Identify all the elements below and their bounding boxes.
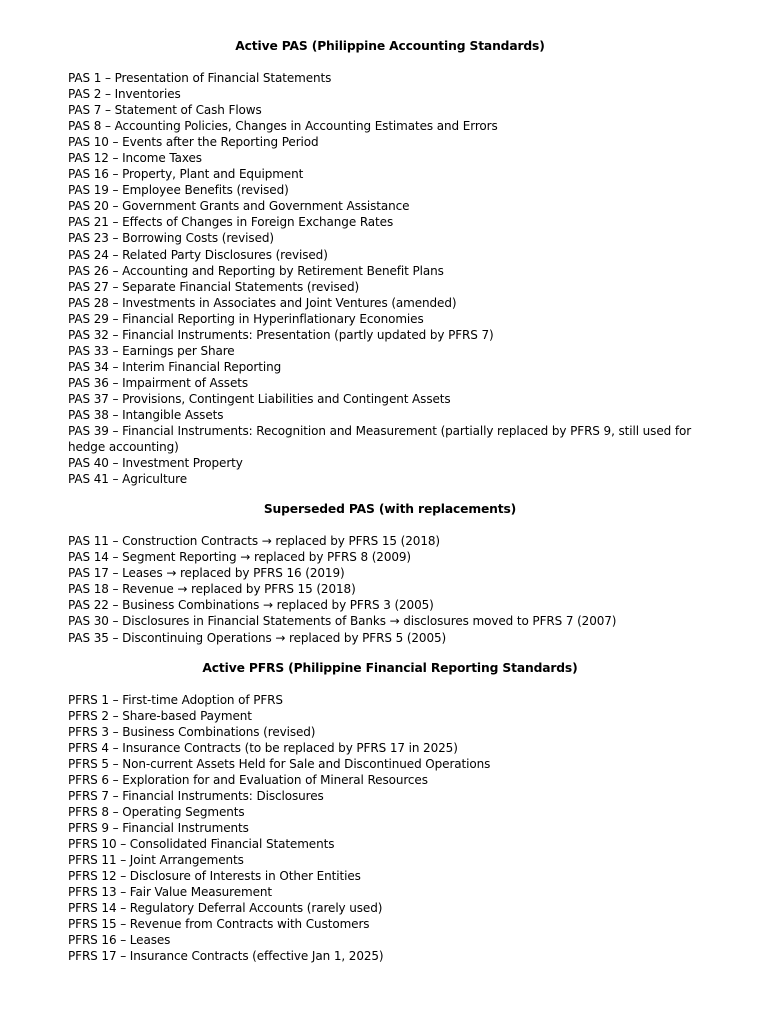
active-pfrs-item: PFRS 8 – Operating Segments [68,804,245,819]
superseded-pas-item: PAS 35 – Discontinuing Operations → replaced by PFRS 5 (2005) [68,630,447,645]
active-pas-item: PAS 2 – Inventories [68,87,181,102]
active-pfrs-item: PFRS 14 – Regulatory Deferral Accounts (rarely used) [68,901,383,916]
active-pfrs-item: PFRS 4 – Insurance Contracts (to be replaced by PFRS 17 in 2025) [68,740,458,755]
active-pas-item: PAS 21 – Effects of Changes in Foreign Exchange Rates [68,215,394,230]
active-pfrs-list [68,692,712,965]
active-pas-item: PAS 27 – Separate Financial Statements (revised) [68,279,360,294]
superseded-pas-item: PAS 22 – Business Combinations → replaced by PFRS 3 (2005) [68,598,434,613]
active-pfrs-item: PFRS 10 – Consolidated Financial Statements [68,836,335,851]
superseded-pas-item: PAS 14 – Segment Reporting → replaced by PFRS 8 (2009) [68,550,412,565]
active-pas-list [68,70,712,487]
superseded-pas-item: PAS 17 – Leases → replaced by PFRS 16 (2019) [68,566,345,581]
superseded-pas-item: PAS 18 – Revenue → replaced by PFRS 15 (2018) [68,582,356,597]
active-pfrs-item: PFRS 6 – Exploration for and Evaluation of Mineral Resources [68,772,428,787]
active-pas-item: PAS 37 – Provisions, Contingent Liabilities and Contingent Assets [68,391,451,406]
active-pfrs-item: PFRS 3 – Business Combinations (revised) [68,724,316,739]
active-pas-item: PAS 7 – Statement of Cash Flows [68,103,262,118]
active-pfrs-item: PFRS 12 – Disclosure of Interests in Other Entities [68,869,361,884]
active-pfrs-item: PFRS 11 – Joint Arrangements [68,853,244,868]
active-pas-item: PAS 32 – Financial Instruments: Presentation (partly updated by PFRS 7) [68,327,494,342]
active-pfrs-item: PFRS 5 – Non-current Assets Held for Sale and Discontinued Operations [68,756,491,771]
active-pas-item: PAS 38 – Intangible Assets [68,407,224,422]
superseded-pas-list [68,533,712,645]
active-pas-item: PAS 8 – Accounting Policies, Changes in Accounting Estimates and Errors [68,119,498,134]
active-pas-item: PAS 20 – Government Grants and Government Assistance [68,199,410,214]
active-pas-item: PAS 28 – Investments in Associates and Joint Ventures (amended) [68,295,457,310]
active-pfrs-item: PFRS 7 – Financial Instruments: Disclosures [68,788,324,803]
active-pfrs-item: PFRS 15 – Revenue from Contracts with Customers [68,917,370,932]
active-pas-item: PAS 24 – Related Party Disclosures (revised) [68,247,328,262]
active-pfrs-item: PFRS 1 – First-time Adoption of PFRS [68,692,283,707]
section-title-active-pas: Active PAS (Philippine Accounting Standards) [235,39,545,53]
active-pfrs-item: PFRS 2 – Share-based Payment [68,708,252,723]
active-pas-item: PAS 33 – Earnings per Share [68,343,235,358]
active-pas-item: PAS 23 – Borrowing Costs (revised) [68,231,274,246]
active-pas-item: PAS 41 – Agriculture [68,472,188,487]
active-pas-item: PAS 39 – Financial Instruments: Recognition and Measurement (partially replaced by PFRS 9, still used for hedge accounting) [68,424,692,455]
active-pas-item: PAS 36 – Impairment of Assets [68,375,248,390]
active-pas-item: PAS 29 – Financial Reporting in Hyperinflationary Economies [68,311,424,326]
active-pas-item: PAS 19 – Employee Benefits (revised) [68,183,289,198]
section-title-superseded-pas: Superseded PAS (with replacements) [263,502,517,517]
active-pas-item: PAS 1 – Presentation of Financial Statements [68,71,332,85]
active-pfrs-item: PFRS 17 – Insurance Contracts (effective Jan 1, 2025) [68,949,384,964]
active-pas-item: PAS 34 – Interim Financial Reporting [68,359,282,374]
section-title-active-pfrs: Active PFRS (Philippine Financial Reporting Standards) [202,660,578,675]
active-pas-item: PAS 12 – Income Taxes [68,151,202,166]
active-pas-item: PAS 10 – Events after the Reporting Period [68,135,319,150]
superseded-pas-item: PAS 30 – Disclosures in Financial Statements of Banks → disclosures moved to PFRS 7 (2007) [68,614,617,629]
active-pfrs-item: PFRS 16 – Leases [68,933,171,948]
active-pas-item: PAS 16 – Property, Plant and Equipment [68,167,304,182]
active-pas-item: PAS 40 – Investment Property [68,456,243,471]
superseded-pas-item: PAS 11 – Construction Contracts → replaced by PFRS 15 (2018) [68,534,440,549]
active-pas-item: PAS 26 – Accounting and Reporting by Retirement Benefit Plans [68,263,444,278]
active-pfrs-item: PFRS 9 – Financial Instruments [68,820,249,835]
active-pfrs-item: PFRS 13 – Fair Value Measurement [68,885,272,900]
